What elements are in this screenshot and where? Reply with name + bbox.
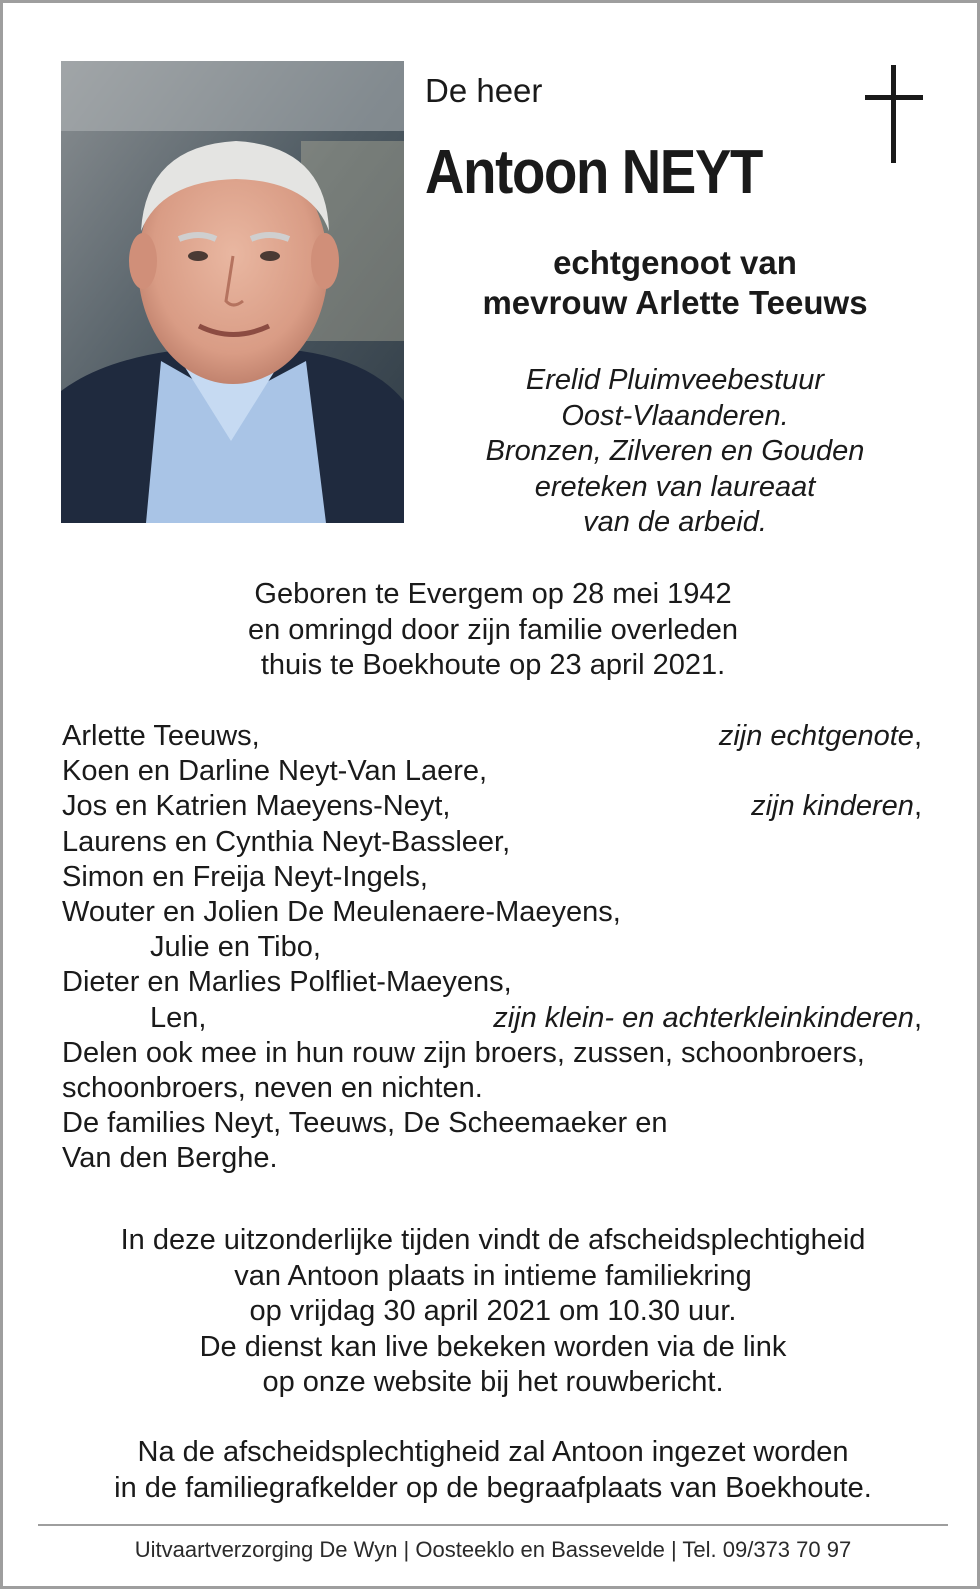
family-row	[62, 930, 922, 965]
family-row	[62, 1106, 922, 1141]
family-row	[62, 1036, 922, 1071]
honours-block	[425, 363, 925, 541]
family-member: Simon en Freija Neyt-Ingels,	[62, 860, 428, 893]
family-member: Jos en Katrien Maeyens-Neyt,	[62, 790, 451, 823]
ceremony-line: op vrijdag 30 april 2021 om 10.30 uur.	[249, 1295, 737, 1327]
family-member: Wouter en Jolien De Meulenaere-Maeyens,	[62, 895, 621, 928]
funeral-home-footer: Uitvaartverzorging De Wyn | Oosteeklo en Bassevelde | Tel. 09/373 70 97	[134, 1537, 852, 1562]
ceremony-line: op onze website bij het rouwbericht.	[262, 1366, 724, 1398]
family-member: schoonbroers, neven en nichten.	[62, 1071, 483, 1104]
family-row	[62, 719, 922, 754]
ceremony-line: van Antoon plaats in intieme familiekring	[234, 1259, 752, 1292]
family-row	[62, 1001, 922, 1036]
family-row	[62, 789, 922, 824]
family-role-text: zijn echtgenote	[718, 720, 914, 752]
footer-divider	[38, 1524, 948, 1526]
honorific-prefix: De heer	[425, 72, 543, 109]
birth-death-line: Geboren te Evergem op 28 mei 1942	[254, 578, 732, 610]
portrait-photo	[61, 61, 404, 523]
honour-line: ereteken van laureaat	[534, 470, 816, 503]
family-row	[62, 754, 922, 789]
family-member: Julie en Tibo,	[150, 931, 321, 964]
family-role-text: zijn kinderen	[751, 790, 914, 823]
family-member: Laurens en Cynthia Neyt-Bassleer,	[62, 825, 511, 858]
family-row	[62, 860, 922, 895]
cross-icon	[865, 65, 927, 163]
spouse-line: echtgenoot van	[553, 244, 797, 281]
burial-line: Na de afscheidsplechtigheid zal Antoon ingezet worden	[137, 1436, 849, 1468]
family-row	[62, 895, 922, 930]
spouse-block	[425, 243, 925, 323]
family-member: Len,	[150, 1001, 207, 1034]
family-member: Arlette Teeuws,	[62, 720, 260, 752]
ceremony-line: In deze uitzonderlijke tijden vindt de afscheidsplechtigheid	[120, 1224, 866, 1256]
family-row	[62, 1141, 922, 1176]
birth-death-line: thuis te Boekhoute op 23 april 2021.	[260, 649, 726, 681]
honour-line: Bronzen, Zilveren en Gouden	[485, 435, 865, 467]
family-role: zijn kinderen,	[751, 790, 922, 823]
family-member: De families Neyt, Teeuws, De Scheemaeker en	[62, 1107, 668, 1140]
birth-death-line: en omringd door zijn familie overleden	[247, 613, 739, 646]
honour-line: Oost-Vlaanderen.	[561, 399, 789, 432]
family-row	[62, 965, 922, 1000]
birth-death-block	[3, 577, 980, 684]
family-row	[62, 1071, 922, 1106]
family-member: Delen ook mee in hun rouw zijn broers, zussen, schoonbroers,	[62, 1036, 865, 1069]
family-row	[62, 825, 922, 860]
ceremony-line: De dienst kan live bekeken worden via de link	[199, 1330, 787, 1363]
burial-line: in de familiegrafkelder op de begraafplaats van Boekhoute.	[114, 1471, 872, 1504]
honour-line: Erelid Pluimveebestuur	[525, 364, 825, 396]
spouse-line: mevrouw Arlette Teeuws	[482, 284, 868, 321]
portrait-illustration	[61, 61, 404, 523]
deceased-name: Antoon NEYT	[425, 138, 763, 207]
honour-line: van de arbeid.	[583, 506, 767, 538]
burial-block	[3, 1435, 980, 1506]
ceremony-block	[3, 1223, 980, 1401]
family-member: Koen en Darline Neyt-Van Laere,	[62, 755, 488, 788]
family-role: zijn klein- en achterkleinkinderen,	[493, 1001, 922, 1034]
family-role-text: zijn klein- en achterkleinkinderen	[493, 1001, 914, 1034]
family-role: zijn echtgenote,	[718, 720, 922, 752]
family-list	[62, 719, 922, 1176]
family-member: Dieter en Marlies Polfliet-Maeyens,	[62, 966, 512, 999]
family-member: Van den Berghe.	[62, 1142, 278, 1175]
